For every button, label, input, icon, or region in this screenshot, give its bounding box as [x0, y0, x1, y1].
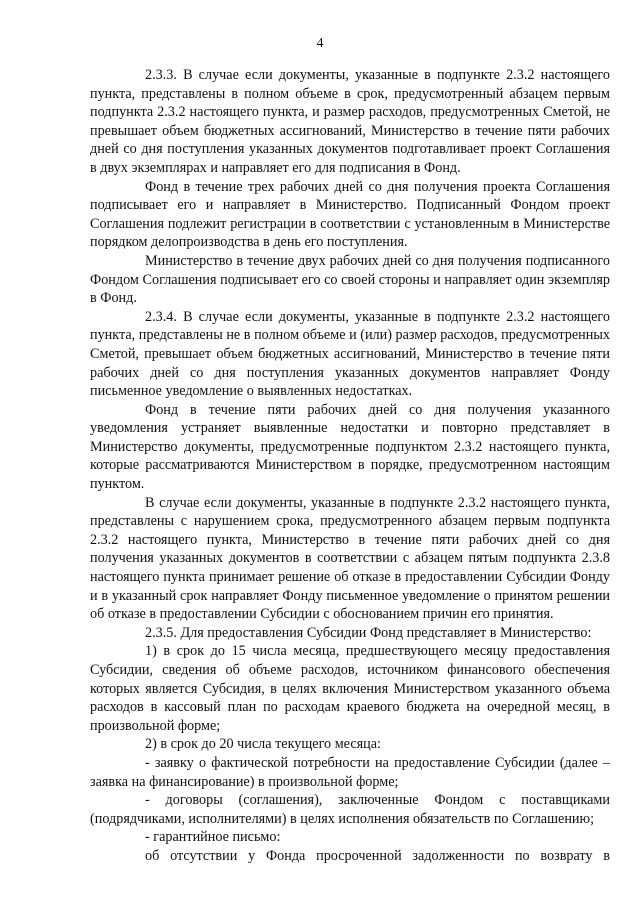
paragraph: - заявку о фактической потребности на предоставление Субсидии (далее – заявка на финансирование) в произвольной форме;	[90, 754, 610, 790]
paragraph: 2.3.5. Для предоставления Субсидии Фонд представляет в Министерство:	[145, 624, 592, 641]
paragraph: Фонд в течение трех рабочих дней со дня получения проекта Соглашения подписывает его и направляет в Министерство. Подписанный Фондом проект Соглашения подлежит регистрации в соответствии с установленным в Министерстве порядком делопроизводства в день его поступления.	[90, 178, 610, 251]
paragraph: 1) в срок до 15 числа месяца, предшествующего месяцу предоставления Субсидии, сведения об объеме расходов, источником финансового обеспечения которых является Субсидия, в целях включения Министерством указанного объема расходов в кассовый план по расходам краевого бюджета на очередной месяц, в произвольной форме;	[90, 643, 610, 734]
paragraph: В случае если документы, указанные в подпункте 2.3.2 настоящего пункта, представлены с нарушением срока, предусмотренного абзацем первым подпункта 2.3.2 настоящего пункта, Министерство в течение пяти рабочих дней со дня получения указанных документов в соответствии с абзацем пятым подпункта 2.3.8 настоящего пункта принимает решение об отказе в предоставлении Субсидии Фонду и в указанный срок направляет Фонду письменное уведомление о принятом решении об отказе в предоставлении Субсидии с обоснованием причин его принятия.	[90, 494, 610, 623]
paragraph: 2) в срок до 20 числа текущего месяца:	[145, 736, 381, 753]
paragraph: Фонд в течение пяти рабочих дней со дня получения указанного уведомления устраняет выявленные недостатки и повторно представляет в Министерство документы, предусмотренные подпунктом 2.3.2 настоящего пункта, которые рассматриваются Министерством в порядке, предусмотренном настоящим пунктом.	[90, 401, 610, 493]
document-body	[90, 66, 610, 866]
paragraph: Министерство в течение двух рабочих дней со дня получения подписанного Фондом Соглашения подписывает его со своей стороны и направляет один экземпляр в Фонд.	[90, 252, 610, 307]
paragraph: - гарантийное письмо:	[145, 829, 281, 846]
paragraph: 2.3.4. В случае если документы, указанные в подпункте 2.3.2 настоящего пункта, представлены не в полном объеме и (или) размер расходов, предусмотренных Сметой, превышает объем бюджетных ассигнований, Министерство в течение пяти рабочих дней со дня поступления указанных документов направляет Фонду письменное уведомление о выявленных недостатках.	[90, 308, 610, 400]
paragraph: - договоры (соглашения), заключенные Фондом с поставщиками (подрядчиками, исполнителями) в целях исполнения обязательств по Соглашению;	[90, 792, 610, 827]
paragraph: об отсутствии у Фонда просроченной задолженности по возврату в	[145, 847, 610, 864]
page-number: 4	[316, 36, 324, 51]
paragraph: 2.3.3. В случае если документы, указанные в подпункте 2.3.2 настоящего пункта, представлены в полном объеме в срок, предусмотренный абзацем первым подпункта 2.3.2 настоящего пункта, и размер расходов, предусмотренных Сметой, не превышает объем бюджетных ассигнований, Министерство в течение пяти рабочих дней со дня поступления указанных документов подготавливает проект Соглашения в двух экземплярах и направляет его для подписания в Фонд.	[90, 67, 610, 176]
